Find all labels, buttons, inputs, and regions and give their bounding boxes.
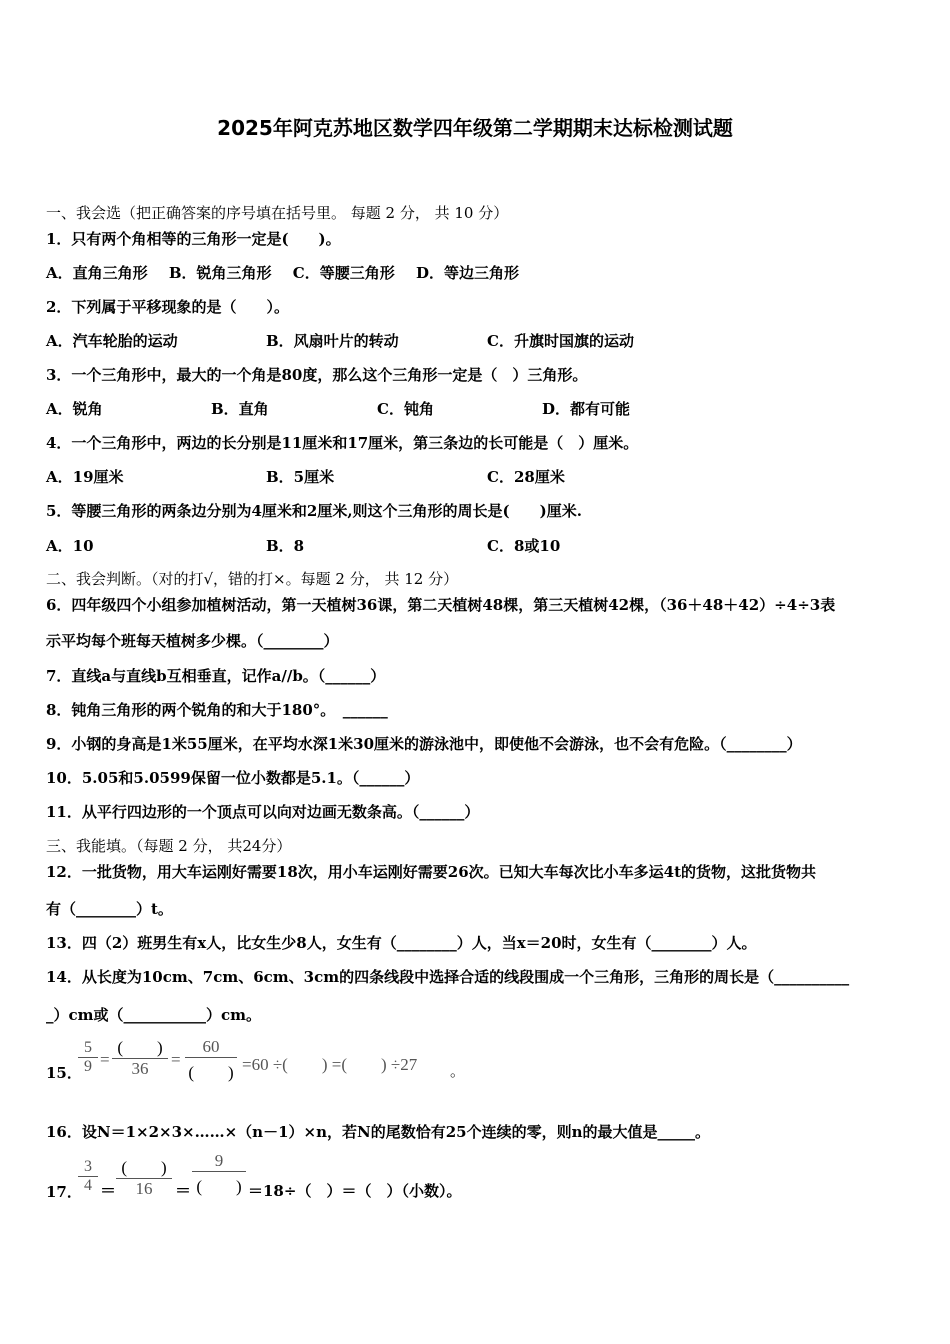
q17-fraction-3: [192, 1151, 246, 1197]
q15-fraction-2: [112, 1033, 168, 1079]
q15-f2-denominator: 36: [131, 1059, 149, 1078]
q12-line-2: 有（________）t。: [46, 900, 173, 918]
q17-f1-denominator: 4: [84, 1177, 92, 1194]
q15-fraction-3: [185, 1037, 237, 1083]
q16: 16．设N＝1×2×3×……×（n－1）×n，若N的尾数恰有25个连续的零，则n的最大值是_____。: [46, 1123, 710, 1141]
q4-option-c: C．28厘米: [487, 468, 565, 486]
q17-fraction-1: [78, 1158, 98, 1195]
q5-option-a: A．10: [46, 537, 94, 555]
section-2-header: 二、我会判断。（对的打√，错的打×。每题 2 分， 共 12 分）: [46, 570, 459, 588]
q1-option-d: D．等边三角形: [415, 264, 519, 282]
q17-equals-1: ＝: [100, 1181, 117, 1200]
q4-stem: 4．一个三角形中，两边的长分别是11厘米和17厘米，第三条边的长可能是（ ）厘米。: [46, 434, 639, 452]
q3-option-c: C．钝角: [377, 400, 434, 418]
q6-line-1: 6．四年级四个小组参加植树活动，第一天植树36课，第二天植树48棵，第三天植树42棵，（36＋48＋42）÷4÷3表: [46, 596, 836, 614]
q15-equals-2: =: [171, 1050, 181, 1069]
q3-option-b: B．直角: [211, 400, 269, 418]
q17-equals-2: ＝: [175, 1181, 192, 1200]
q11: 11．从平行四边形的一个顶点可以向对边画无数条高。（______）: [46, 803, 480, 821]
q4-option-a: A．19厘米: [46, 468, 124, 486]
q15-equals-1: =: [100, 1050, 110, 1069]
q2-option-b: B．风扇叶片的转动: [266, 332, 399, 350]
section-3-header: 三、我能填。（每题 2 分， 共24分）: [46, 837, 292, 855]
q9: 9．小钢的身高是1米55厘米，在平均水深1米30厘米的游泳池中，即使他不会游泳，也不会有危险。（________）: [46, 735, 802, 753]
q10: 10．5.05和5.0599保留一位小数都是5.1。（______）: [46, 769, 420, 787]
q15-f1-denominator: 9: [84, 1058, 92, 1075]
q17-f2-denominator: 16: [135, 1179, 153, 1198]
q5-option-b: B．8: [266, 537, 305, 555]
q2-option-c: C．升旗时国旗的运动: [487, 332, 634, 350]
q17-f3-denominator: ( ): [196, 1177, 242, 1196]
q1-option-b: B．锐角三角形: [168, 264, 272, 282]
q15-f3-denominator: ( ): [188, 1063, 234, 1082]
q5-option-c: C．8或10: [487, 537, 561, 555]
section-1-header: 一、我会选（把正确答案的序号填在括号里。 每题 2 分， 共 10 分）: [46, 204, 509, 222]
q17-expression: ＝18÷（ ）＝（ ）（小数）。: [248, 1182, 462, 1200]
q15-fraction-1: [78, 1039, 98, 1076]
q15-label: 15．: [46, 1064, 82, 1082]
q13: 13．四（2）班男生有x人，比女生少8人，女生有（________）人，当x＝20时，女生有（________）人。: [46, 934, 757, 952]
q15-expression: =60 ÷( ) =( ) ÷27: [242, 1055, 418, 1074]
q17-f2-numerator: ( ): [121, 1158, 167, 1177]
q1-options: [46, 262, 519, 283]
q2-stem: 2．下列属于平移现象的是（ ）。: [46, 298, 289, 316]
q17-fraction-2: [116, 1153, 172, 1199]
q15-f1-numerator: 5: [84, 1039, 92, 1056]
q15-f3-numerator: 60: [202, 1037, 220, 1056]
q17-f1-numerator: 3: [84, 1158, 92, 1175]
q2-option-a: A．汽车轮胎的运动: [46, 332, 178, 350]
q12-line-1: 12．一批货物，用大车运刚好需要18次，用小车运刚好需要26次。已知大车每次比小车多运4t的货物，这批货物共: [46, 863, 816, 881]
q14-line-1: 14．从长度为10cm、7cm、6cm、3cm的四条线段中选择合适的线段围成一个三角形，三角形的周长是（__________: [46, 968, 850, 986]
q3-option-d: D．都有可能: [542, 400, 631, 418]
q8: 8．钝角三角形的两个锐角的和大于180°。 ______: [46, 701, 388, 719]
q17-f3-numerator: 9: [214, 1151, 224, 1170]
q3-option-a: A．锐角: [46, 400, 103, 418]
q15-end: 。: [450, 1062, 466, 1080]
q4-option-b: B．5厘米: [266, 468, 335, 486]
q7: 7．直线a与直线b互相垂直，记作a//b。（______）: [46, 667, 386, 685]
q17-label: 17．: [46, 1183, 82, 1201]
q5-stem: 5．等腰三角形的两条边分别为4厘米和2厘米,则这个三角形的周长是( )厘米.: [46, 502, 582, 520]
q1-option-a: A．直角三角形: [46, 264, 148, 282]
q15-f2-numerator: ( ): [117, 1038, 163, 1057]
q14-line-2: _）cm或（___________）cm。: [46, 1006, 262, 1024]
q1-stem: 1．只有两个角相等的三角形一定是( )。: [46, 230, 341, 248]
page-title: 2025年阿克苏地区数学四年级第二学期期末达标检测试题: [217, 116, 733, 140]
q6-line-2: 示平均每个班每天植树多少棵。（________）: [46, 632, 339, 650]
q3-stem: 3．一个三角形中，最大的一个角是80度，那么这个三角形一定是（ ）三角形。: [46, 366, 588, 384]
q1-option-c: C．等腰三角形: [292, 264, 395, 282]
